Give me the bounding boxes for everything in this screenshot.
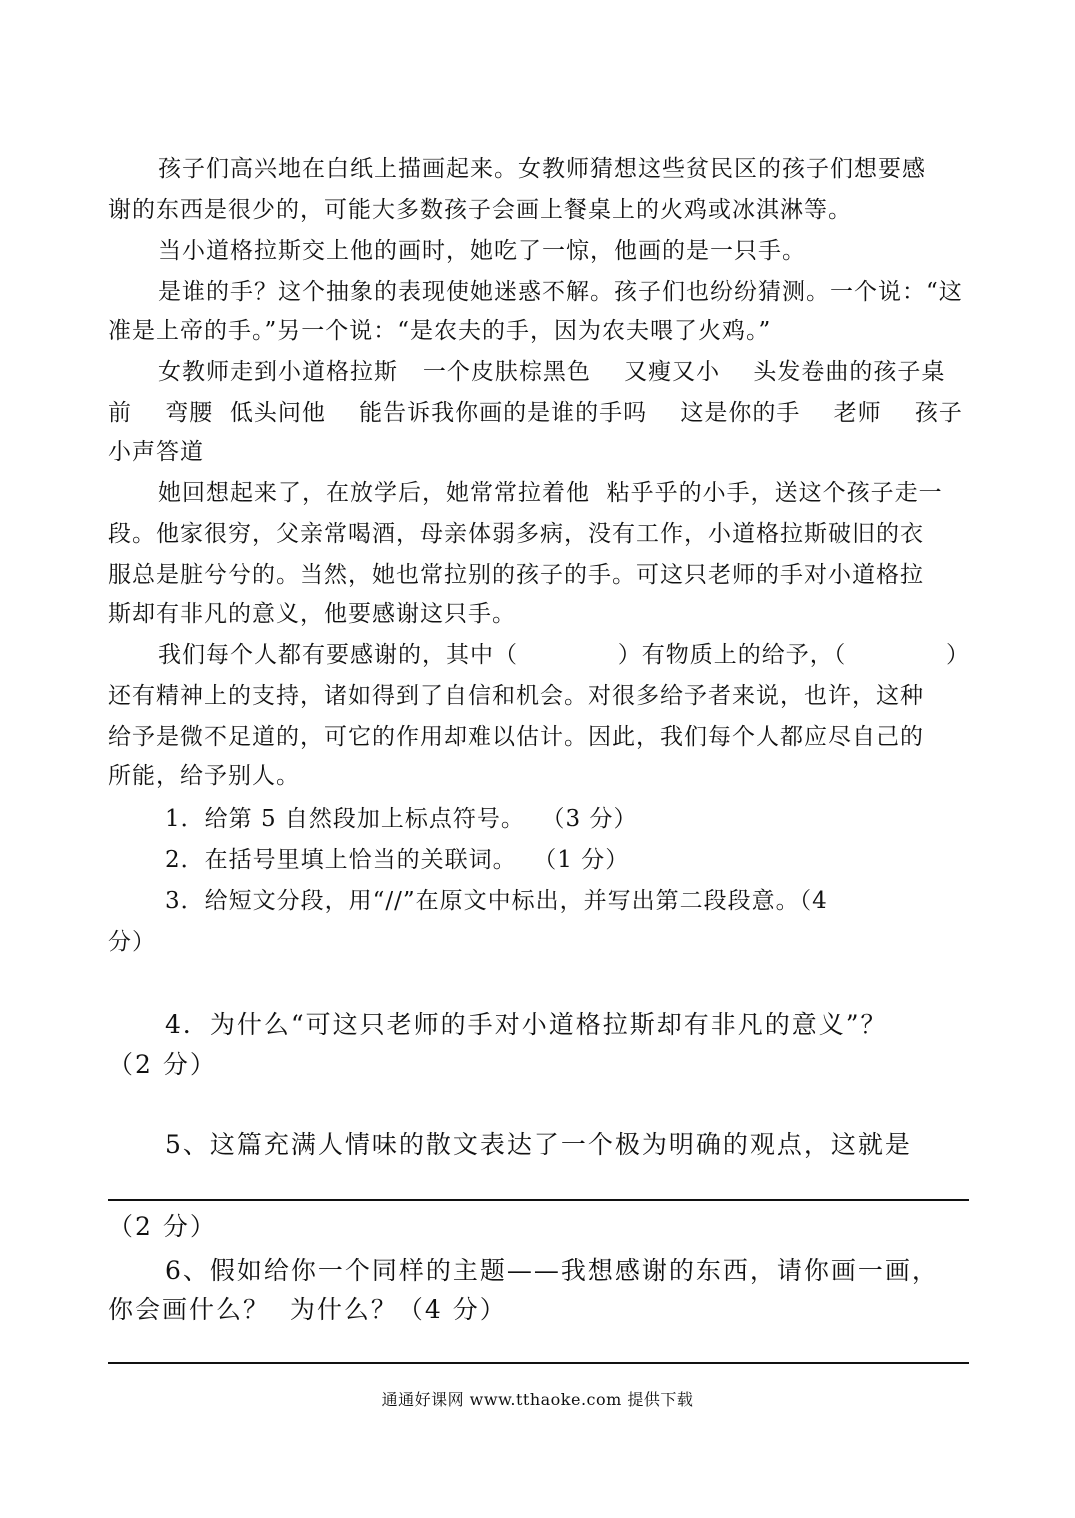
passage-line: 谢的东西是很少的，可能大多数孩子会画上餐桌上的火鸡或冰淇淋等。 <box>108 197 852 223</box>
passage-line: 还有精神上的支持，诸如得到了自信和机会。对很多给予者来说，也许，这种 <box>108 683 924 709</box>
passage-line: 我们每个人都有要感谢的，其中（ ）有物质上的给予，（ ） <box>158 642 970 668</box>
passage-line: 是谁的手？这个抽象的表现使她迷惑不解。孩子们也纷纷猜测。一个说：“这 <box>158 279 963 305</box>
passage-line: 孩子们高兴地在白纸上描画起来。女教师猜想这些贫民区的孩子们想要感 <box>158 156 926 182</box>
passage-line: 准是上帝的手。”另一个说：“是农夫的手，因为农夫喂了火鸡。” <box>108 318 772 344</box>
answer-line <box>108 1199 969 1201</box>
passage-line: 当小道格拉斯交上他的画时，她吃了一惊，他画的是一只手。 <box>158 238 806 264</box>
question-4-continued: （2 分） <box>108 1050 217 1079</box>
question-3-continued: 分） <box>108 929 156 955</box>
page-footer: 通通好课网 www.tthaoke.com 提供下载 <box>381 1390 694 1409</box>
passage-line: 女教师走到小道格拉斯 一个皮肤棕黑色 又瘦又小 头发卷曲的孩子桌 <box>158 359 946 385</box>
passage-line: 小声答道 <box>108 439 204 465</box>
question-6: 6、假如给你一个同样的主题——我想感谢的东西，请你画一画， <box>165 1256 939 1285</box>
question-5-continued: （2 分） <box>108 1212 217 1241</box>
question-2: 2．在括号里填上恰当的关联词。 （1 分） <box>165 847 630 873</box>
passage-line: 服总是脏兮兮的。当然，她也常拉别的孩子的手。可这只老师的手对小道格拉 <box>108 562 924 588</box>
question-4: 4．为什么“可这只老师的手对小道格拉斯却有非凡的意义”？ <box>165 1010 888 1039</box>
passage-line: 前 弯腰 低头问他 能告诉我你画的是谁的手吗 这是你的手 老师 孩子 <box>108 400 963 426</box>
question-1: 1．给第 5 自然段加上标点符号。 （3 分） <box>165 806 638 832</box>
answer-line <box>108 1362 969 1364</box>
passage-line: 她回想起来了，在放学后，她常常拉着他 粘乎乎的小手，送这个孩子走一 <box>158 480 943 506</box>
question-6-continued: 你会画什么？ 为什么？（4 分） <box>108 1295 507 1324</box>
passage-line: 所能，给予别人。 <box>108 763 300 789</box>
passage-line: 给予是微不足道的，可它的作用却难以估计。因此，我们每个人都应尽自己的 <box>108 724 924 750</box>
question-3: 3．给短文分段，用“//”在原文中标出，并写出第二段段意。（4 <box>165 888 828 914</box>
passage-line: 斯却有非凡的意义，他要感谢这只手。 <box>108 601 516 627</box>
passage-line: 段。他家很穷，父亲常喝酒，母亲体弱多病，没有工作，小道格拉斯破旧的衣 <box>108 521 924 547</box>
question-5: 5、这篇充满人情味的散文表达了一个极为明确的观点，这就是 <box>165 1130 912 1159</box>
